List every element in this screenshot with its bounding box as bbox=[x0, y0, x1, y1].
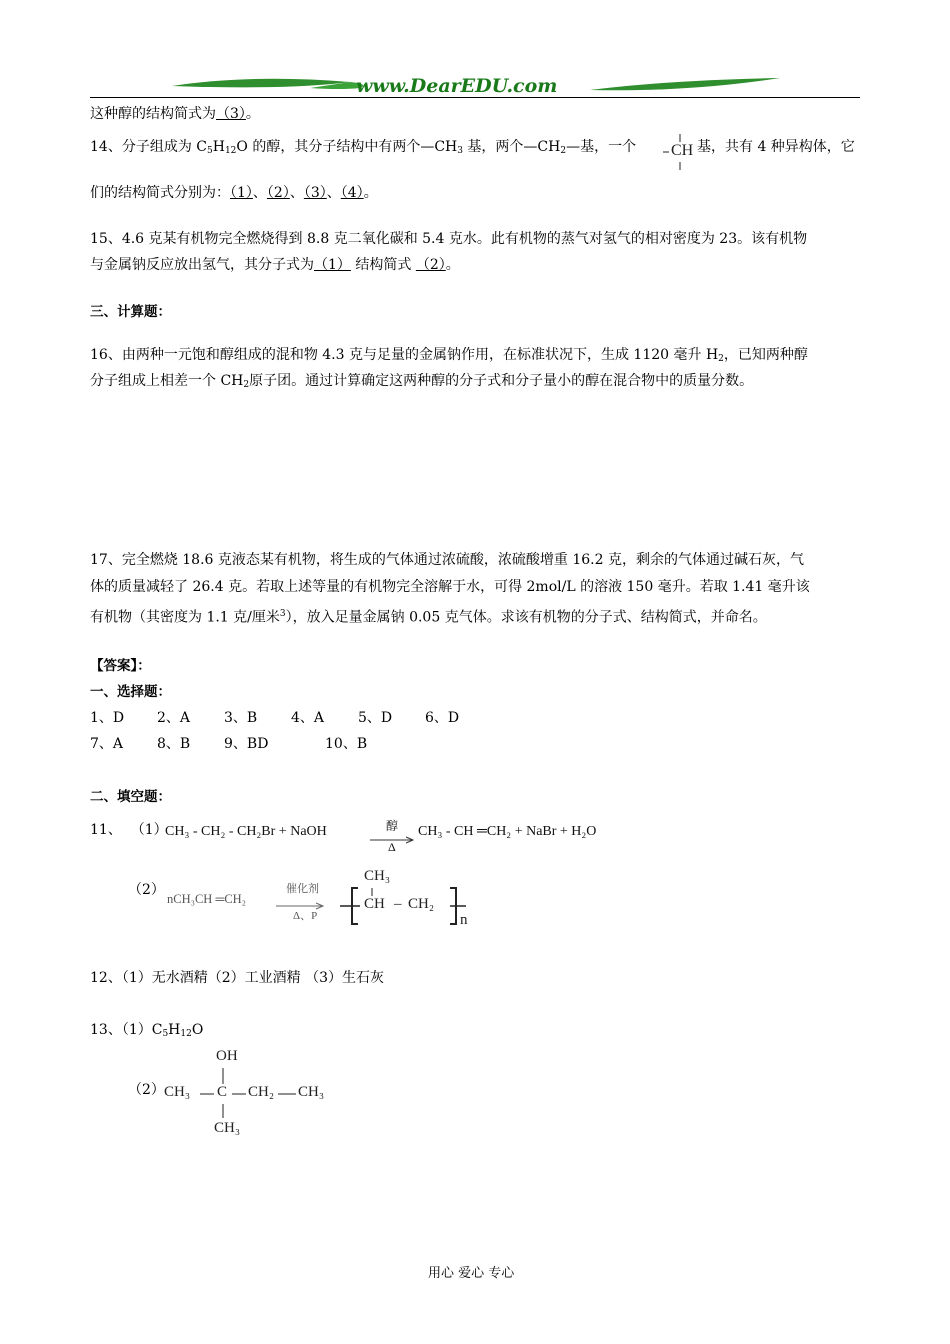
polymer-dash: – bbox=[394, 896, 402, 912]
eq1-arrow bbox=[370, 832, 414, 840]
header-rule bbox=[90, 97, 860, 98]
logo-text: www.DearEDU.com bbox=[356, 75, 558, 97]
polymer-ch3: CH₃ bbox=[364, 868, 391, 884]
choice-answer: 2、A bbox=[157, 710, 191, 726]
q11-part2-label: （2） bbox=[128, 882, 165, 898]
choice-answer: 4、A bbox=[291, 710, 325, 726]
q14-line1: 14、分子组成为 $C_5H_{12}O$ 的醇，其分子结构中有两个$—CH_3$ 基，两个$—CH_2—$基，一个 bbox=[90, 139, 637, 156]
blank: （3） bbox=[216, 106, 246, 122]
q11-label: 11、 （1） bbox=[90, 822, 168, 838]
q17-line1: 17、完全燃烧 18.6 克液态某有机物，将生成的气体通过浓硫酸，浓硫酸增重 16.2 克，剩余的气体通过碱石灰，气 bbox=[90, 552, 804, 568]
q16-line2: 分子组成上相差一个 $CH_2$原子团。通过计算确定这两种醇的分子式和分子量小的醇在混合物中的质量分数。 bbox=[90, 373, 754, 390]
eq1-right: CH₃ - CH ═CH₂ + NaBr + H₂O bbox=[418, 824, 597, 839]
q17-line3: 有机物（其密度为 1.1 克/厘米$^3$），放入足量金属钠 0.05 克气体。求该有机物的分子式、结构简式，并命名。 bbox=[90, 609, 767, 626]
polymer-structure bbox=[326, 866, 476, 932]
mol-oh: OH bbox=[216, 1048, 238, 1064]
eq2-cond-bottom: Δ、P bbox=[293, 910, 318, 922]
mol-ch2: CH₂ bbox=[248, 1084, 275, 1100]
choice-answer: 1、D bbox=[90, 710, 125, 726]
ch-label: CH bbox=[671, 142, 694, 159]
choice-answer: 6、D bbox=[425, 710, 460, 726]
mol-ch3-left: CH₃ bbox=[164, 1084, 191, 1100]
section-choice: 一、选择题： bbox=[90, 684, 171, 700]
choice-answer: 8、B bbox=[157, 736, 191, 752]
eq2-left: nCH₃CH ═CH₂ bbox=[167, 892, 247, 906]
eq2-cond-top: 催化剂 bbox=[286, 883, 319, 895]
q17-line2: 体的质量减轻了 26.4 克。若取上述等量的有机物完全溶解于水，可得 2mol/L 的溶液 150 毫升。若取 1.41 毫升该 bbox=[90, 579, 810, 595]
eq1-cond-top: 醇 bbox=[386, 819, 399, 833]
choice-answer: 9、BD bbox=[224, 736, 269, 752]
mol-c: C bbox=[217, 1084, 228, 1100]
choice-answer: 7、A bbox=[90, 736, 124, 752]
page-footer: 用心 爱心 专心 bbox=[428, 1266, 515, 1281]
q13-part2-label: （2） bbox=[128, 1082, 165, 1098]
polymer-ch2: CH₂ bbox=[408, 896, 435, 912]
section-calc: 三、计算题： bbox=[90, 304, 171, 320]
ch-group-figure bbox=[663, 134, 697, 170]
q13-continuation: 这种醇的结构简式为（3）。 bbox=[90, 106, 260, 122]
answer-heading: 【答案】： bbox=[90, 658, 151, 674]
q13-answer-1: 13、$(1)C_5H_{12}O$ bbox=[90, 1022, 204, 1039]
eq2-arrow bbox=[276, 898, 324, 906]
q14-line2: 们的结构简式分别为：（1）、（2）、（3）、（4）。 bbox=[90, 185, 378, 201]
choice-answer: 10、B bbox=[325, 736, 368, 752]
q15-line1: 15、4.6 克某有机物完全燃烧得到 8.8 克二氧化碳和 5.4 克水。此有机物的蒸气对氢气的相对密度为 23。该有机物 bbox=[90, 231, 808, 247]
polymer-n: n bbox=[460, 912, 468, 928]
polymer-ch: CH bbox=[364, 896, 385, 912]
eq1-left: CH₃ - CH₂ - CH₂Br + NaOH bbox=[165, 824, 327, 839]
q13-structure bbox=[160, 1046, 360, 1142]
eq1-cond-bottom: Δ bbox=[388, 840, 396, 854]
mol-ch3-bottom: CH₃ bbox=[214, 1120, 241, 1136]
q15-line2: 与金属钠反应放出氢气，其分子式为（1） 结构简式 （2）。 bbox=[90, 257, 460, 273]
choice-answer: 3、B bbox=[224, 710, 258, 726]
q12-answer: 12、（1）无水酒精（2）工业酒精 （3）生石灰 bbox=[90, 970, 384, 986]
q16-line1: 16、由两种一元饱和醇组成的混和物 4.3 克与足量的金属钠作用，在标准状况下，生成 1120 毫升 $H_2$，已知两种醇 bbox=[90, 347, 808, 364]
choice-answer: 5、D bbox=[358, 710, 393, 726]
mol-ch3-right: CH₃ bbox=[298, 1084, 325, 1100]
q14-line1-end: 基，共有 4 种异构体，它 bbox=[697, 139, 855, 155]
section-fill: 二、填空题： bbox=[90, 789, 171, 805]
